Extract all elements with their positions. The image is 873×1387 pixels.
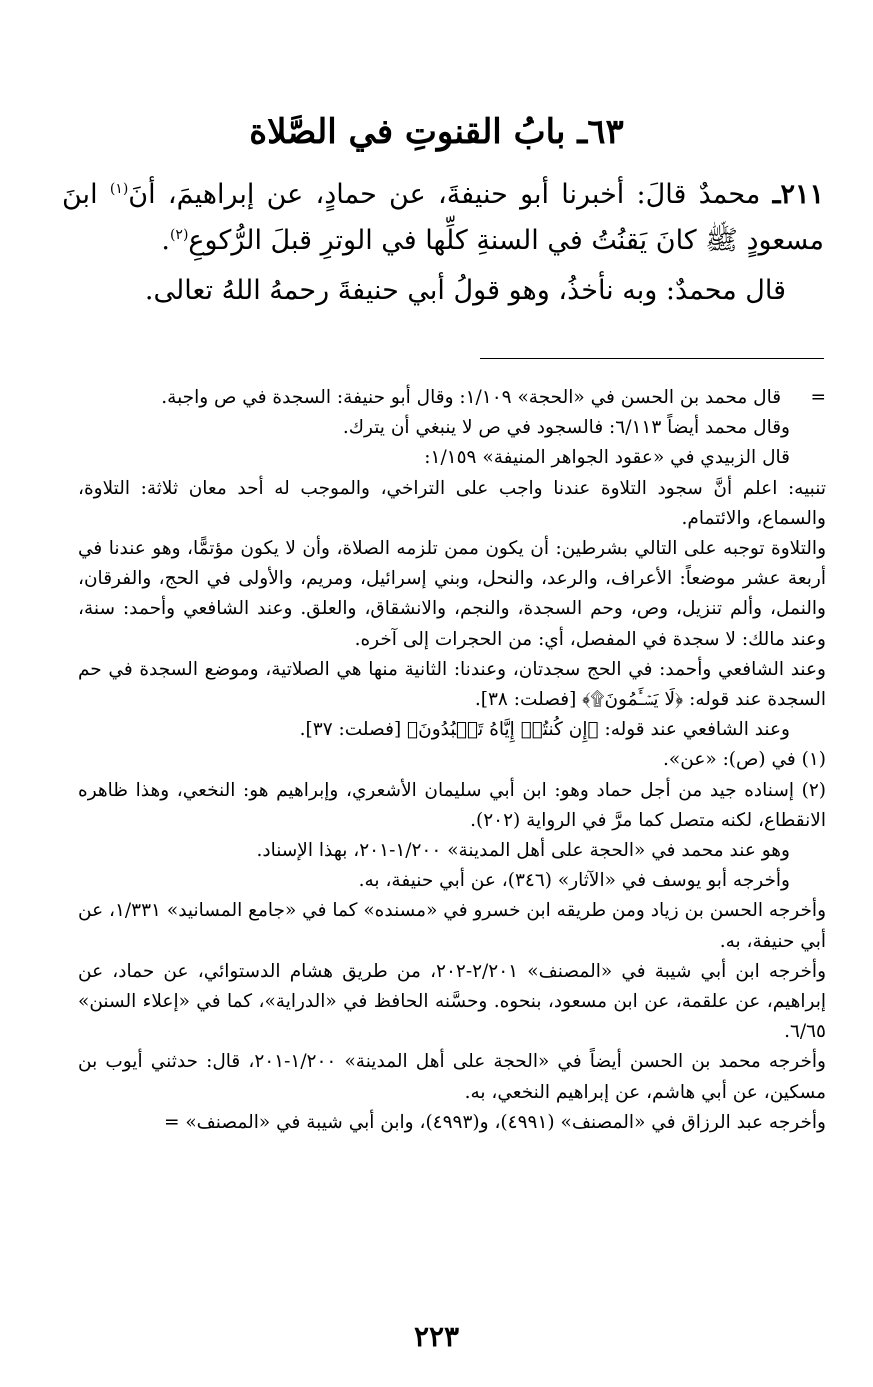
footnote-line: وأخرجه محمد بن الحسن أيضاً في «الحجة على أهل المدينة» ١/٢٠٠-٢٠١، قال: حدثني أيوب بن مسكين، عن أبي هاشم، عن إبراهيم النخعي، به. [78,1051,826,1103]
footnote-line: وعند الشافعي عند قوله: ﴿إِن كُنتُمۡ إِيَّاهُ تَعۡبُدُونَ﴾ [فصلت: ٣٧]. [299,719,790,741]
footnote-line: وأخرجه ابن أبي شيبة في «المصنف» ٢/٢٠١-٢٠٢، من طريق هشام الدستوائي، عن حماد، عن إبراهيم، عن علقمة، عن ابن مسعود، بنحوه. وحسَّنه الحافظ في «الدراية»، كما في «إعلاء السنن» ٦/٦٥. [78,960,827,1043]
hadith-text-c: . [161,225,170,256]
hadith-paragraph [62,172,824,264]
footnote-marker-1: (١) [109,181,129,197]
footnote-line: وعند الشافعي وأحمد: في الحج سجدتان، وعندنا: الثانية منها هي الصلاتية، وموضع السجدة في حم السجدة عند قوله: ﴿لَا يَسۡـَٔمُونَ۩﴾ [فصلت: ٣٨]. [78,658,826,711]
hadith-text-b: ابنَ مسعودٍ ﷺ كانَ يَقنُتُ في السنةِ كلِّها في الوترِ قبلَ الرُّكوعِ [62,179,824,256]
footnotes [78,383,826,1138]
hadith-body [62,172,824,314]
footnote-line: تنبيه: اعلم أنَّ سجود التلاوة عندنا واجب على التراخي، والموجب له أحد معان ثلاثة: التلاوة، والسماع، والائتمام. [78,477,826,529]
footnote-line: وهو عند محمد في «الحجة على أهل المدينة» ١/٢٠٠-٢٠١، بهذا الإسناد. [256,840,790,862]
hadith-number: ٢١١ـ [772,179,824,210]
author-comment: قال محمدٌ: وبه نأخذُ، وهو قولُ أبي حنيفةَ رحمهُ اللهُ تعالى. [144,275,786,306]
hadith-text-a: محمدٌ قالَ: أخبرنا أبو حنيفةَ، عن حمادٍ، عن إبراهيمَ، أنَ [128,179,773,210]
footnote-line: وأخرجه الحسن بن زياد ومن طريقه ابن خسرو في «مسنده» كما في «جامع المسانيد» ١/٣٣١، عن أبي حنيفة، به. [78,900,826,952]
page-number: ٢٢٣ [413,1320,460,1353]
footnote-line: قال الزبيدي في «عقود الجواهر المنيفة» ١/١٥٩: [424,447,790,469]
footnote-line: (١) في (ص): «عن». [663,749,826,771]
footnote-line: = قال محمد بن الحسن في «الحجة» ١/١٠٩: وقال أبو حنيفة: السجدة في ص واجبة. [161,387,826,408]
footnote-line: وقال محمد أيضاً ٦/١١٣: فالسجود في ص لا ينبغي أن يترك. [342,417,790,439]
footnote-line: والتلاوة توجبه على التالي بشرطين: أن يكون ممن تلزمه الصلاة، وأن لا يكون مؤتمًّا، وهو عندنا في أربعة عشر موضعاً: الأعراف، والرعد، والنحل، وبني إسرائيل، ومريم، والأولى في الحج، والفرقان، والنمل، وألم تنزيل، وص، وحم السجدة، والنجم، والانشقاق، والعلق. وعند الشافعي وأحمد: سنة، وعند مالك: لا سجدة في المفصل، أي: من الحجرات إلى آخره. [78,538,826,650]
chapter-title: ٦٣ـ بابُ القنوتِ في الصَّلاة [249,112,624,152]
footnote-line: وأخرجه أبو يوسف في «الآثار» (٣٤٦)، عن أبي حنيفة، به. [358,870,790,892]
footnote-line: (٢) إسناده جيد من أجل حماد وهو: ابن أبي سليمان الأشعري، وإبراهيم هو: النخعي، وهذا ظاهره الانقطاع، لكنه متصل كما مرَّ في الرواية (٢٠٢). [78,779,826,831]
footnote-separator [480,358,824,359]
footnote-marker-2: (٢) [169,227,189,243]
footnote-line: وأخرجه عبد الرزاق في «المصنف» (٤٩٩١)، و(٤٩٩٣)، وابن أبي شيبة في «المصنف» = [163,1111,826,1133]
